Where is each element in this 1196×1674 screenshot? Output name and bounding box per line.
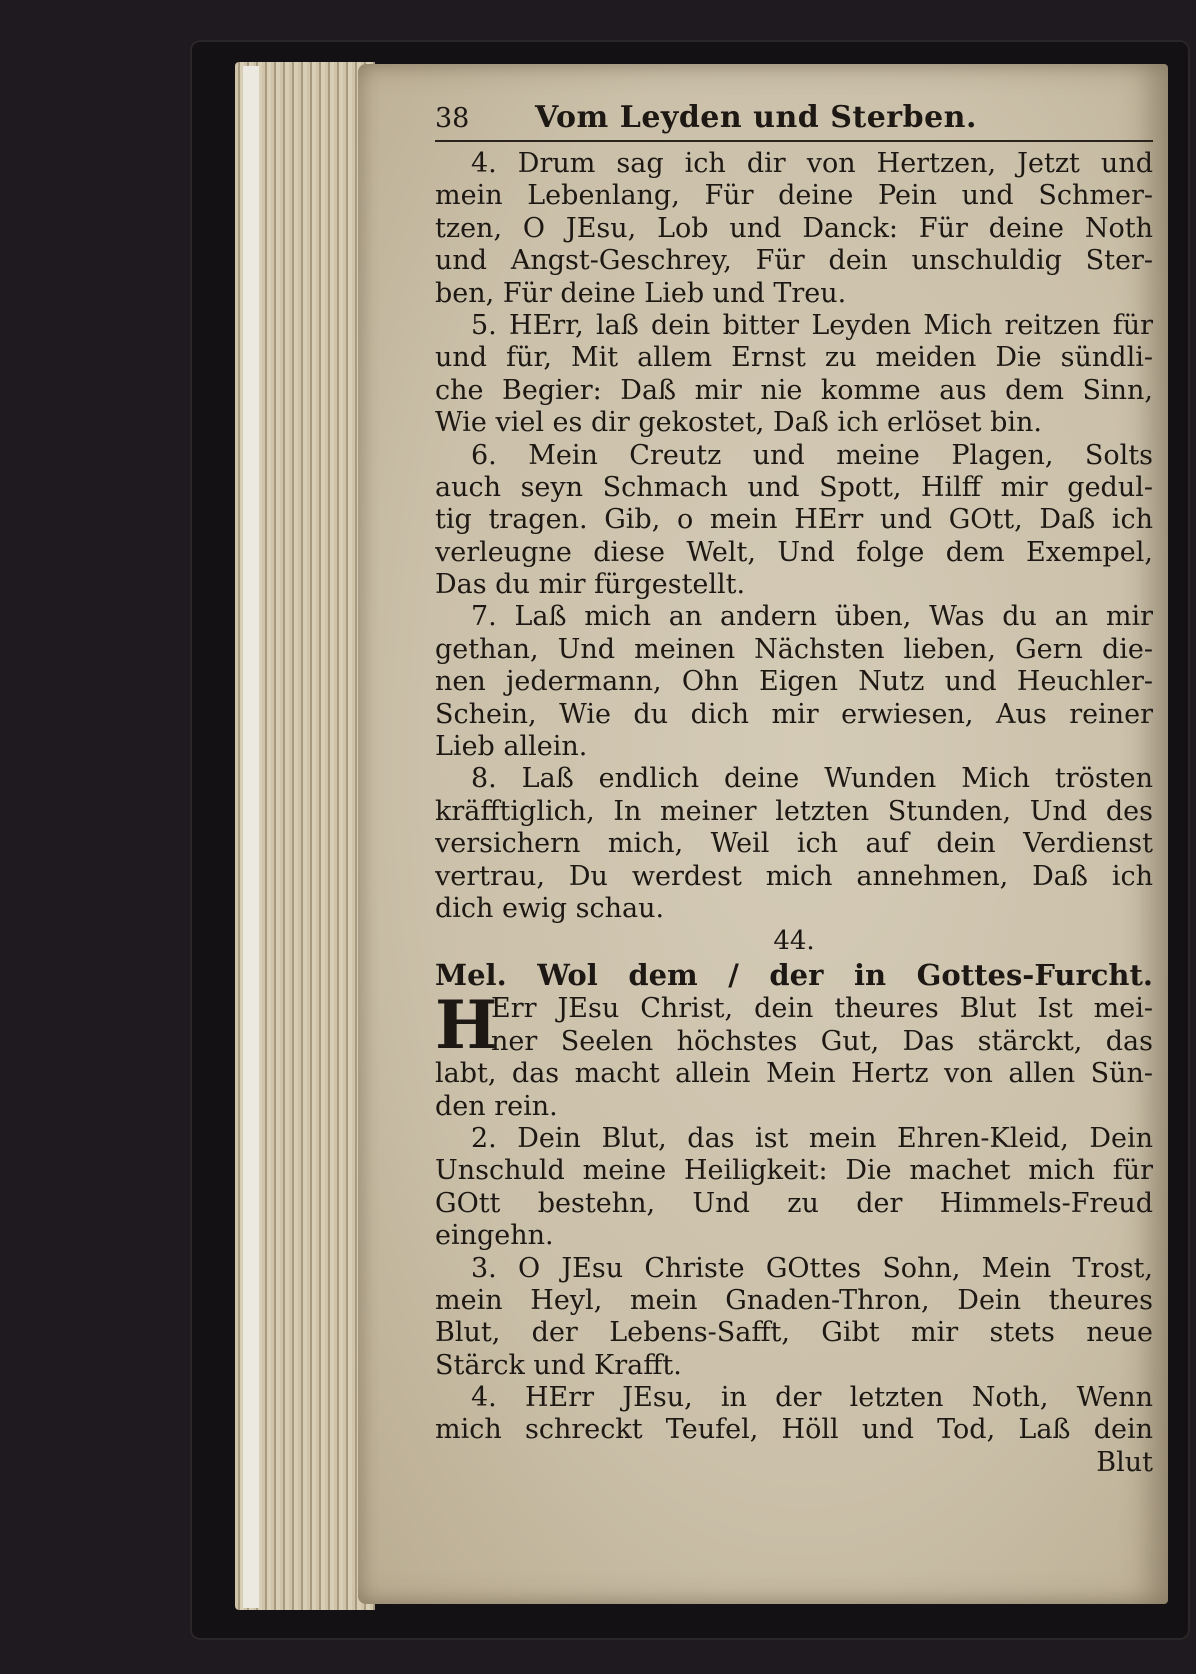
text-line: eingehn. <box>435 1220 554 1252</box>
drop-cap: H <box>435 986 498 1065</box>
text-line: und für, Mit allem Ernst zu meiden Die sündli- <box>435 342 1153 374</box>
page-text <box>435 100 1153 1479</box>
flyleaf-edge <box>243 66 259 1608</box>
text-line: versichern mich, Weil ich auf dein Verdienst <box>435 828 1153 860</box>
page-number: 38 <box>435 103 470 134</box>
text-line: 3. O JEsu Christe GOttes Sohn, Mein Trost, <box>471 1252 1153 1284</box>
text-line: mich schreckt Teufel, Höll und Tod, Laß dein <box>435 1414 1153 1446</box>
text-line: Unschuld meine Heiligkeit: Die machet mich für <box>435 1155 1153 1187</box>
text-line: auch seyn Schmach und Spott, Hilff mir gedul- <box>435 471 1153 503</box>
text-line: ben, Für deine Lieb und Treu. <box>435 277 847 309</box>
hymn-44 <box>435 925 1153 1478</box>
text-line: tzen, O JEsu, Lob und Danck: Für deine Noth <box>435 212 1153 244</box>
catchword: Blut <box>1096 1446 1153 1478</box>
hymn-opening <box>435 986 1153 1065</box>
text-line: Wie viel es dir gekostet, Daß ich erlöset bin. <box>435 407 1042 439</box>
text-line: 2. Dein Blut, das ist mein Ehren-Kleid, Dein <box>471 1122 1153 1154</box>
text-line: Schein, Wie du dich mir erwiesen, Aus reiner <box>435 698 1153 730</box>
text-line: 7. Laß mich an andern üben, Was du an mir <box>471 601 1153 633</box>
text-line: mein Lebenlang, Für deine Pein und Schmer- <box>435 180 1153 212</box>
text-line: Stärck und Krafft. <box>435 1349 682 1381</box>
text-line: GOtt bestehn, Und zu der Himmels-Freud <box>435 1187 1153 1219</box>
text-line: kräfftiglich, In meiner letzten Stunden, Und des <box>435 795 1153 827</box>
text-line: ner Seelen höchstes Gut, Das stärckt, das <box>491 1025 1153 1057</box>
text-line: 4. HErr JEsu, in der letzten Noth, Wenn <box>471 1382 1153 1414</box>
melody-line: Mel. Wol dem / der in Gottes-Furcht. <box>435 958 1153 993</box>
hymn-43-continuation <box>435 148 1153 925</box>
text-line: 5. HErr, laß dein bitter Leyden Mich reitzen für <box>471 309 1153 341</box>
text-line: 6. Mein Creutz und meine Plagen, Solts <box>471 439 1153 471</box>
page-header <box>435 100 1153 142</box>
text-line: labt, das macht allein Mein Hertz von allen Sün- <box>435 1058 1153 1090</box>
text-line: Lieb allein. <box>435 731 588 763</box>
text-line: 8. Laß endlich deine Wunden Mich trösten <box>471 763 1153 795</box>
running-title: Vom Leyden und Sterben. <box>535 100 977 135</box>
text-line: verleugne diese Welt, Und folge dem Exempel, <box>435 536 1153 568</box>
text-line: vertrau, Du werdest mich annehmen, Daß ich <box>435 860 1153 892</box>
text-line: gethan, Und meinen Nächsten lieben, Gern die- <box>435 633 1153 665</box>
text-line: 4. Drum sag ich dir von Hertzen, Jetzt und <box>471 148 1153 179</box>
text-line: mein Heyl, mein Gnaden-Thron, Dein theures <box>435 1284 1153 1316</box>
text-line: tig tragen. Gib, o mein HErr und GOtt, Daß ich <box>435 504 1153 536</box>
text-line: den rein. <box>435 1090 558 1122</box>
text-line: Err JEsu Christ, dein theures Blut Ist mei- <box>491 993 1153 1025</box>
text-line: che Begier: Daß mir nie komme aus dem Sinn, <box>435 374 1153 406</box>
text-line: und Angst-Geschrey, Für dein unschuldig Ster- <box>435 245 1153 277</box>
text-line: Blut, der Lebens-Safft, Gibt mir stets neue <box>435 1317 1153 1349</box>
text-line: dich ewig schau. <box>435 892 665 924</box>
hymn-number: 44. <box>773 926 815 957</box>
text-line: nen jedermann, Ohn Eigen Nutz und Heuchler- <box>435 666 1153 698</box>
text-line: Das du mir fürgestellt. <box>435 569 746 601</box>
